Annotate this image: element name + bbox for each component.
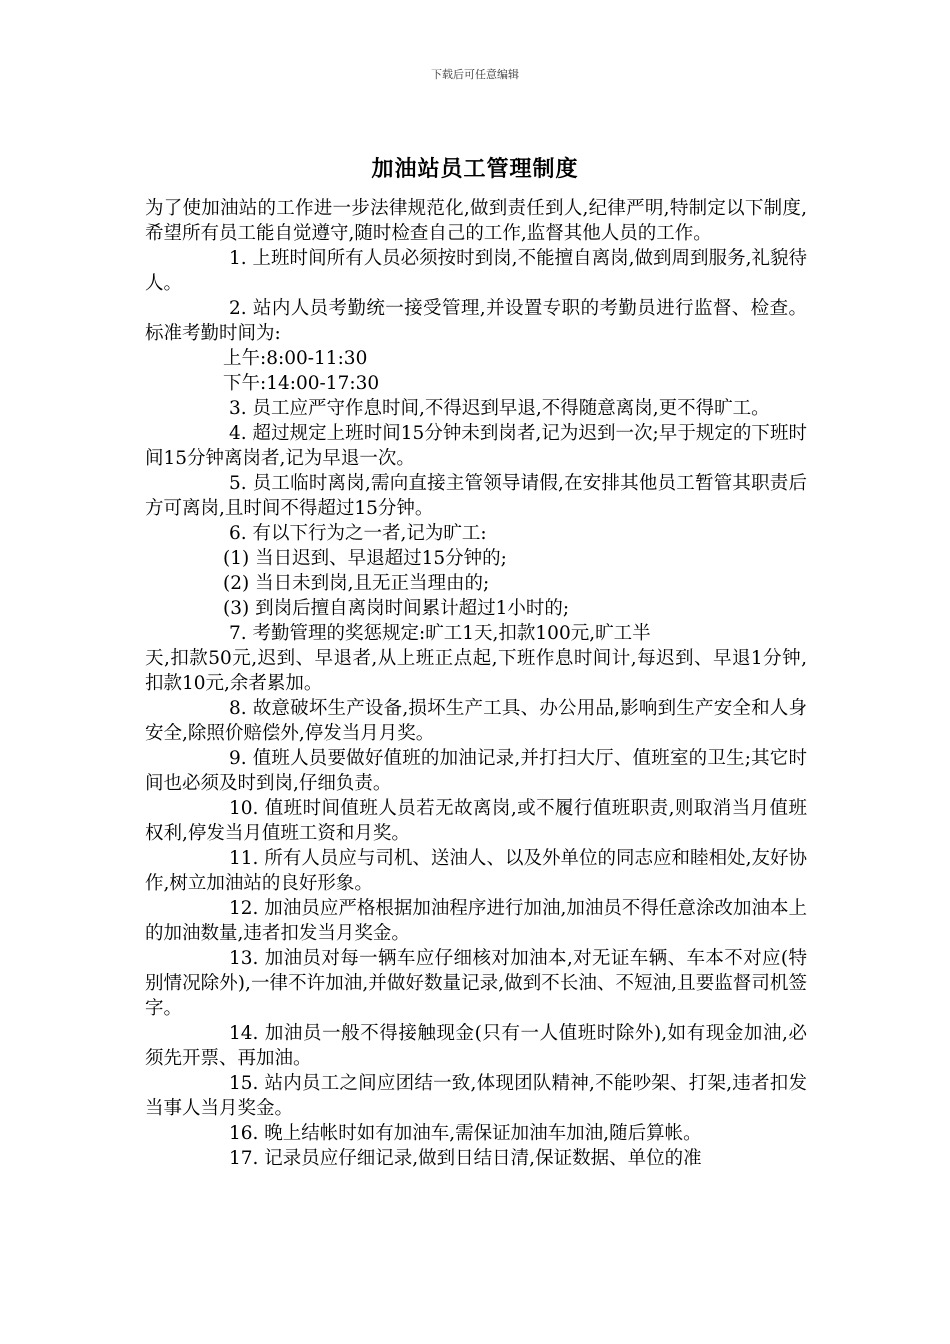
rule-4: 4. 超过规定上班时间15分钟未到岗者,记为迟到一次;早于规定的下班时间15分钟离岗者,记为早退一次。: [145, 423, 807, 469]
morning-hours: 上午:8:00-11:30: [223, 348, 368, 369]
intro-paragraph: 为了使加油站的工作进一步法律规范化,做到责任到人,纪律严明,特制定以下制度,希望所有员工能自觉遵守,随时检查自己的工作,监督其他人员的工作。: [145, 198, 807, 244]
rule-8: 8. 故意破坏生产设备,损坏生产工具、办公用品,影响到生产安全和人身安全,除照价赔偿外,停发当月月奖。: [145, 698, 807, 744]
rule-3: 3. 员工应严守作息时间,不得迟到早退,不得随意离岗,更不得旷工。: [229, 398, 770, 419]
document-title: 加油站员工管理制度: [371, 156, 579, 182]
rule-15: 15. 站内员工之间应团结一致,体现团队精神,不能吵架、打架,违者扣发当事人当月奖金。: [145, 1073, 807, 1119]
rule-12: 12. 加油员应严格根据加油程序进行加油,加油员不得任意涂改加油本上的加油数量,违者扣发当月奖金。: [145, 898, 807, 944]
rule-14: 14. 加油员一般不得接触现金(只有一人值班时除外),如有现金加油,必须先开票、再加油。: [145, 1023, 807, 1069]
rule-13: 13. 加油员对每一辆车应仔细核对加油本,对无证车辆、车本不对应(特别情况除外),一律不许加油,并做好数量记录,做到不长油、不短油,且要监督司机签字。: [145, 948, 807, 1019]
rule-16: 16. 晚上结帐时如有加油车,需保证加油车加油,随后算帐。: [229, 1123, 702, 1144]
rule-6-sub-2: (2) 当日未到岗,且无正当理由的;: [223, 573, 490, 594]
rule-5: 5. 员工临时离岗,需向直接主管领导请假,在安排其他员工暂管其职责后方可离岗,且时间不得超过15分钟。: [145, 473, 807, 519]
rule-17: 17. 记录员应仔细记录,做到日结日清,保证数据、单位的准: [229, 1148, 702, 1169]
rule-11: 11. 所有人员应与司机、送油人、以及外单位的同志应和睦相处,友好协作,树立加油站的良好形象。: [145, 848, 807, 894]
rule-2: 2. 站内人员考勤统一接受管理,并设置专职的考勤员进行监督、检查。标准考勤时间为:: [145, 298, 807, 344]
header-note: 下载后可任意编辑: [431, 68, 519, 81]
rule-10: 10. 值班时间值班人员若无故离岗,或不履行值班职责,则取消当月值班权利,停发当月值班工资和月奖。: [145, 798, 807, 844]
rule-9: 9. 值班人员要做好值班的加油记录,并打扫大厅、值班室的卫生;其它时间也必须及时到岗,仔细负责。: [145, 748, 807, 794]
rule-6: 6. 有以下行为之一者,记为旷工:: [229, 523, 487, 544]
rule-1: 1. 上班时间所有人员必须按时到岗,不能擅自离岗,做到周到服务,礼貌待人。: [145, 248, 807, 294]
rule-7-continued: 天,扣款50元,迟到、早退者,从上班正点起,下班作息时间计,每迟到、早退1分钟,扣款10元,余者累加。: [145, 648, 807, 694]
afternoon-hours: 下午:14:00-17:30: [223, 373, 380, 394]
rule-6-sub-1: (1) 当日迟到、早退超过15分钟的;: [223, 548, 507, 569]
rule-7: 7. 考勤管理的奖惩规定:旷工1天,扣款100元,旷工半: [229, 623, 651, 644]
document-body: [145, 196, 807, 1171]
rule-6-sub-3: (3) 到岗后擅自离岗时间累计超过1小时的;: [223, 598, 570, 619]
